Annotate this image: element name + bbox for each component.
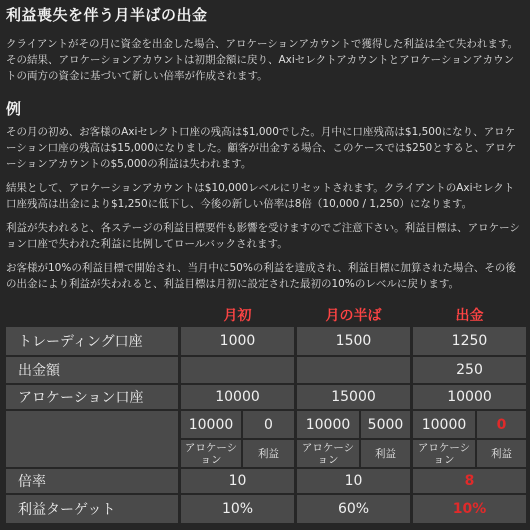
- col-header-month-start: 月初: [223, 308, 252, 324]
- row-label-trading: トレーディング口座: [6, 327, 178, 355]
- cell-withdrawal-start: [181, 357, 294, 383]
- row-label-profit-target: 利益ターゲット: [6, 495, 178, 523]
- cell-target-start: 10%: [181, 495, 294, 523]
- col-header-withdrawal: 出金: [455, 308, 484, 324]
- col-header-mid-month: 月の半ば: [325, 308, 382, 324]
- cell-split-mid-allocation: 10000: [297, 411, 359, 438]
- cell-multiplier-withdrawal: 8: [413, 469, 526, 493]
- example-paragraph-4: お客様が10%の利益目標で開始され、当月中に50%の利益を達成され、利益目標に加算された場合、その後の出金により利益が失われると、利益目標は月初に設定された最初の10%のレベルに戻ります。: [6, 262, 516, 290]
- page-title: 利益喪失を伴う月半ばの出金: [6, 6, 208, 24]
- cell-multiplier-mid: 10: [297, 469, 410, 493]
- sublabel-mid-profit: 利益: [361, 440, 410, 467]
- cell-allocation-start: 10000: [181, 385, 294, 409]
- cell-trading-mid: 1500: [297, 327, 410, 355]
- row-label-allocation: アロケーション口座: [6, 385, 178, 409]
- cell-trading-start: 1000: [181, 327, 294, 355]
- sublabel-mid-allocation: アロケーション: [297, 440, 359, 467]
- example-paragraph-2: 結果として、アロケーションアカウントは$10,000レベルにリセットされます。クライアントのAxiセレクト口座残高は出金により$1,250に低下し、今後の新しい倍率は8倍（10,000 / 1,250）になります。: [6, 182, 515, 210]
- cell-split-start-allocation: 10000: [181, 411, 241, 438]
- cell-split-mid-profit: 5000: [361, 411, 410, 438]
- example-paragraph-3: 利益が失われると、各ステージの利益目標要件も影響を受けますのでご注意下さい。利益目標は、アロケーション口座で失われた利益に比例してロールバックされます。: [6, 222, 520, 250]
- sublabel-start-allocation: アロケーション: [181, 440, 241, 467]
- cell-split-start-profit: 0: [243, 411, 294, 438]
- sublabel-start-profit: 利益: [243, 440, 294, 467]
- cell-allocation-mid: 15000: [297, 385, 410, 409]
- cell-target-withdrawal: 10%: [413, 495, 526, 523]
- intro-paragraph: クライアントがその月に資金を出金した場合、アロケーションアカウントで獲得した利益は全て失われます。その結果、アロケーションアカウントは初期金額に戻り、Axiセレクトアカウントとアロケーションアカウントの両方の資金に基づいて新しい倍率が作成されます。: [6, 38, 519, 82]
- cell-withdrawal-withdrawal: 250: [413, 357, 526, 383]
- sublabel-withdrawal-allocation: アロケーション: [413, 440, 475, 467]
- cell-split-withdrawal-allocation: 10000: [413, 411, 475, 438]
- cell-target-mid: 60%: [297, 495, 410, 523]
- cell-multiplier-start: 10: [181, 469, 294, 493]
- sublabel-withdrawal-profit: 利益: [477, 440, 526, 467]
- cell-trading-withdrawal: 1250: [413, 327, 526, 355]
- cell-withdrawal-mid: [297, 357, 410, 383]
- example-paragraph-1: その月の初め、お客様のAxiセレクト口座の残高は$1,000でした。月中に口座残高は$1,500になり、アロケーション口座の残高は$15,000になりました。顧客が出金する場合、このケースでは$250とすると、アロケーションアカウントの$5,000の利益は失われます。: [6, 126, 517, 170]
- cell-split-withdrawal-profit: 0: [477, 411, 526, 438]
- row-label-split-blank: [6, 411, 178, 467]
- cell-allocation-withdrawal: 10000: [413, 385, 526, 409]
- example-heading: 例: [6, 100, 22, 118]
- row-label-multiplier: 倍率: [6, 469, 178, 493]
- row-label-withdrawal: 出金額: [6, 357, 178, 383]
